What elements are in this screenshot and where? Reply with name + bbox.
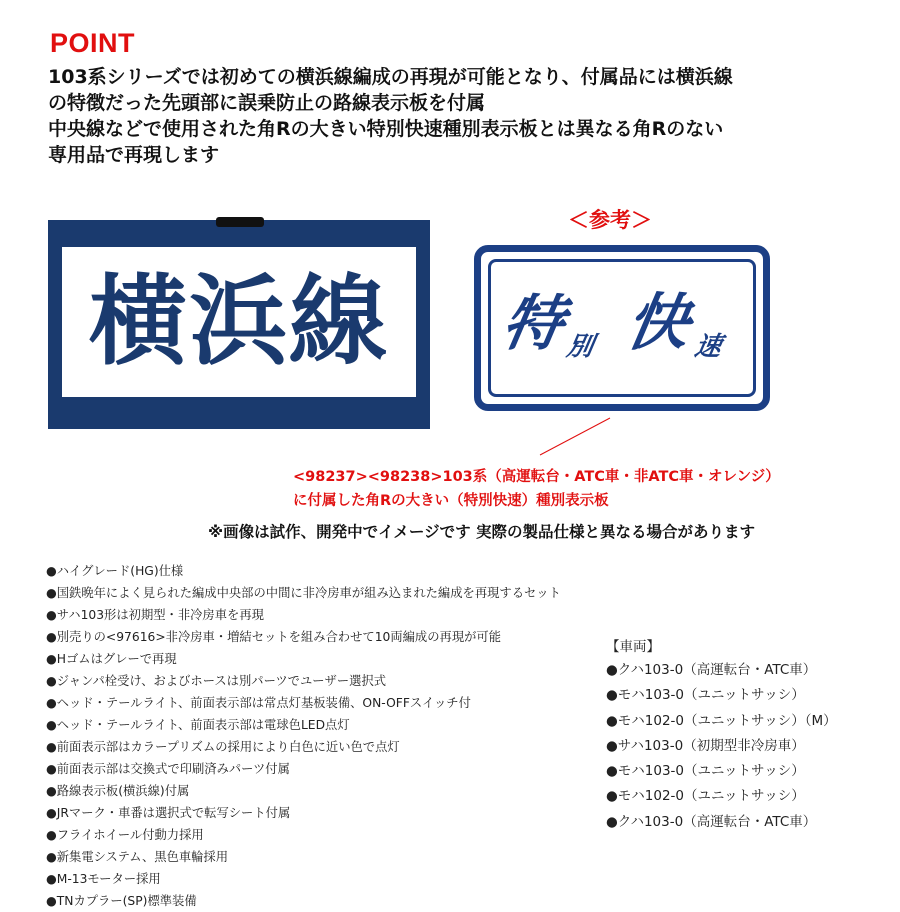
feature-item: ●ヘッド・テールライト、前面表示部は常点灯基板装備、ON-OFFスイッチ付: [46, 696, 471, 710]
feature-item: ●ハイグレード(HG)仕様: [46, 564, 184, 578]
feature-item: ●別売りの<97616>非冷房車・増結セットを組み合わせて10両編成の再現が可能: [46, 630, 502, 644]
feature-list: [46, 560, 561, 912]
point-line: 中央線などで使用された角Rの大きい特別快速種別表示板とは異なる角Rのない: [48, 118, 724, 140]
feature-item: ●前面表示部は交換式で印刷済みパーツ付属: [46, 762, 290, 776]
caption-line: に付属した角Rの大きい（特別快速）種別表示板: [293, 493, 609, 509]
vehicle-list: [606, 636, 837, 835]
vehicle-item: ●モハ103-0（ユニットサッシ）: [606, 687, 805, 704]
feature-item: ●新集電システム、黒色車輪採用: [46, 850, 229, 864]
caption-line: <98237><98238>103系（高運転台・ATC車・非ATC車・オレンジ）: [293, 469, 780, 485]
feature-item: ●国鉄晩年によく見られた編成中央部の中間に非冷房車が組み込まれた編成を再現するセット: [46, 586, 561, 600]
feature-item: ●JRマーク・車番は選択式で転写シート付属: [46, 806, 291, 820]
feature-item: ●TNカプラー(SP)標準装備: [46, 894, 197, 908]
vehicle-item: ●クハ103-0（高運転台・ATC車）: [606, 813, 817, 830]
feature-item: ●Hゴムはグレーで再現: [46, 652, 177, 666]
rapid-char-2: 別: [564, 332, 596, 362]
reference-label: ＜参考＞: [568, 208, 652, 232]
vehicle-item: ●サハ103-0（初期型非冷房車）: [606, 737, 805, 754]
feature-item: ●ヘッド・テールライト、前面表示部は電球色LED点灯: [46, 718, 350, 732]
vehicle-item: ●クハ103-0（高運転台・ATC車）: [606, 662, 817, 678]
prototype-notice: ※画像は試作、開発中でイメージです 実際の製品仕様と異なる場合があります: [208, 523, 756, 541]
vehicle-item: ●モハ103-0（ユニットサッシ）: [606, 763, 805, 780]
feature-item: ●サハ103形は初期型・非冷房車を再現: [46, 608, 264, 622]
rapid-char-1: 特: [496, 289, 570, 359]
feature-item: ●ジャンパ栓受け、およびホースは別パーツでユーザー選択式: [46, 674, 387, 688]
vehicle-item: ●モハ102-0（ユニットサッシ）: [606, 788, 805, 805]
vehicle-list-title: 【車両】: [606, 639, 660, 655]
point-line: の特徴だった先頭部に誤乗防止の路線表示板を付属: [48, 92, 486, 114]
rapid-char-4: 速: [692, 332, 724, 362]
feature-item: ●路線表示板(横浜線)付属: [46, 784, 190, 798]
route-board-text: 横浜線: [88, 265, 389, 379]
rapid-char-3: 快: [620, 286, 696, 359]
feature-item: ●フライホイール付動力採用: [46, 828, 204, 842]
point-line: 専用品で再現します: [48, 144, 220, 166]
vehicle-item: ●モハ102-0（ユニットサッシ）（M）: [606, 712, 837, 729]
feature-item: ●M-13モーター採用: [46, 872, 161, 886]
point-line: 103系シリーズでは初めての横浜線編成の再現が可能となり、付属品には横浜線: [48, 66, 733, 88]
reference-caption: [293, 465, 780, 513]
feature-item: ●前面表示部はカラープリズムの採用により白色に近い色で点灯: [46, 740, 400, 754]
point-heading: POINT: [50, 28, 136, 58]
